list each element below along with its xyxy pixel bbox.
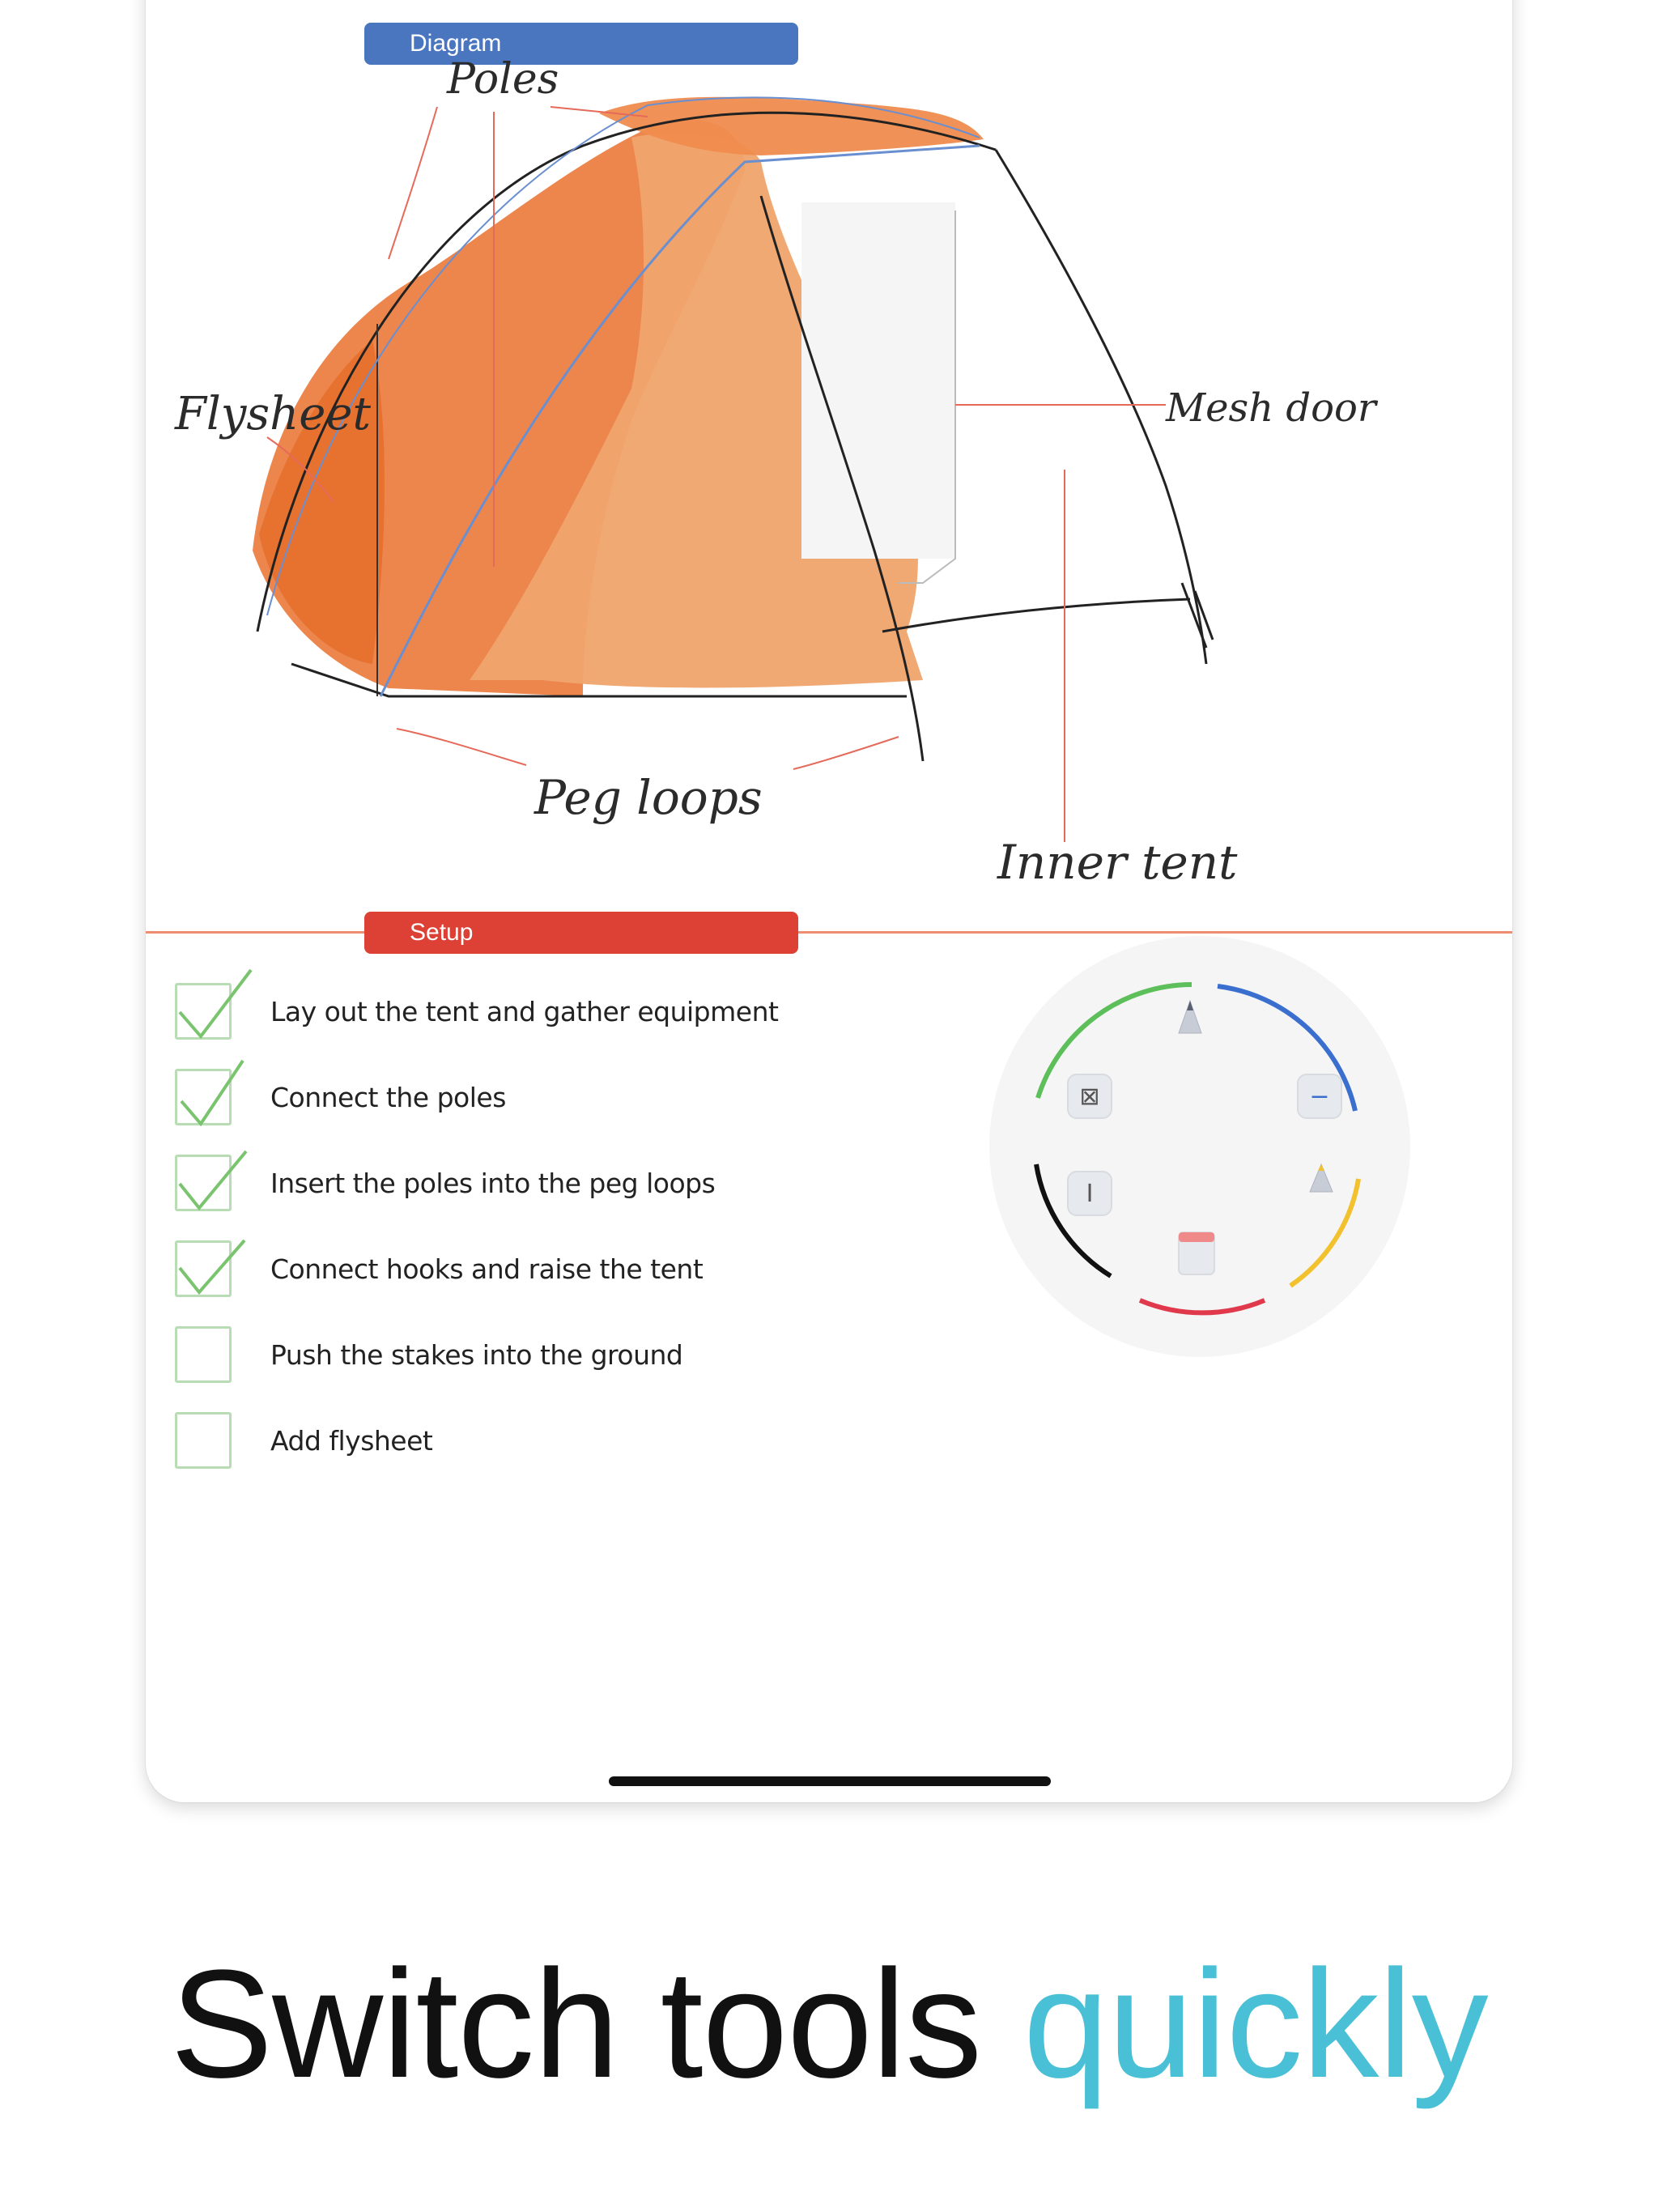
stake-mark: [1182, 583, 1213, 648]
checkmark-icon: [168, 1219, 257, 1300]
checklist-item: [175, 1069, 903, 1155]
checklist-item: [175, 1240, 903, 1326]
setup-checklist: [175, 983, 903, 1498]
leader-poles-1: [389, 107, 437, 259]
caption-accent: quickly: [1022, 1938, 1488, 2110]
label-peg-loops: Peg loops: [534, 770, 763, 825]
section-tab-setup[interactable]: Setup: [364, 912, 798, 954]
checklist-item: [175, 1326, 903, 1412]
label-poles: Poles: [447, 55, 559, 104]
caption-text: Switch tools: [170, 1938, 982, 2110]
minus-tool-icon[interactable]: −: [1297, 1074, 1342, 1119]
tool-wheel-ring: [989, 936, 1410, 1357]
checkmark-icon: [168, 1134, 257, 1214]
checkmark-icon: [168, 1048, 257, 1129]
tablet-screen: [146, 0, 1512, 1802]
home-indicator[interactable]: [609, 1776, 1051, 1786]
mesh-door: [801, 202, 955, 559]
checkbox-unchecked[interactable]: [175, 1326, 232, 1383]
label-flysheet: Flysheet: [175, 388, 371, 440]
checklist-item-label: Push the stakes into the ground: [270, 1339, 683, 1371]
highlighter-tool-icon[interactable]: [1310, 1164, 1333, 1192]
checklist-item-label: Connect the poles: [270, 1082, 506, 1113]
leader-peg-right: [793, 737, 899, 769]
checklist-item: [175, 1155, 903, 1240]
checklist-item-label: Lay out the tent and gather equipment: [270, 996, 779, 1027]
checkbox-unchecked[interactable]: [175, 1412, 232, 1469]
text-tool-icon[interactable]: I: [1067, 1171, 1112, 1216]
label-mesh-door: Mesh door: [1166, 385, 1376, 431]
checklist-item: [175, 983, 903, 1069]
tent-floor-right: [882, 599, 1190, 632]
eraser-tool-icon[interactable]: ⊠: [1067, 1074, 1112, 1119]
tent-diagram: [146, 0, 1512, 923]
checklist-item: [175, 1412, 903, 1498]
label-inner-tent: Inner tent: [997, 835, 1238, 890]
section-divider: [146, 931, 1512, 934]
checklist-item-label: Insert the poles into the peg loops: [270, 1168, 716, 1199]
leader-peg-left: [397, 729, 526, 765]
section-tab-diagram[interactable]: Diagram: [364, 23, 798, 65]
checklist-item-label: Connect hooks and raise the tent: [270, 1253, 704, 1285]
checklist-item-label: Add flysheet: [270, 1425, 433, 1457]
tool-wheel[interactable]: [989, 936, 1410, 1357]
marketing-caption: [0, 1938, 1658, 2110]
shape-tool-icon[interactable]: [1179, 1232, 1214, 1274]
pen-tool-icon[interactable]: [1179, 1001, 1201, 1033]
checkmark-icon: [168, 962, 257, 1043]
